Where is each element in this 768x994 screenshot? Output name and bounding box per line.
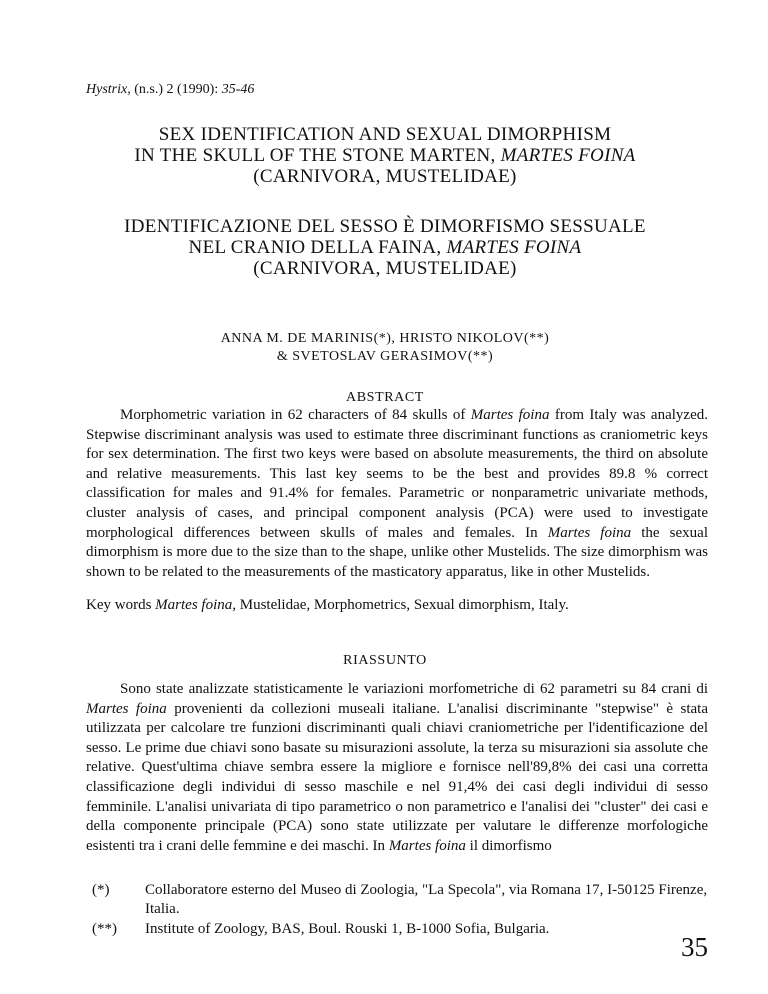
title-en-line3: (CARNIVORA, MUSTELIDAE) — [253, 166, 517, 187]
title-it-species: MARTES FOINA — [446, 237, 582, 258]
riassunto-species-2: Martes foina — [388, 837, 466, 854]
riassunto-text-2: provenienti da collezioni museali italiane. L'analisi discriminante "stepwise" è stata utilizzata per calcolare tre funzioni discriminanti quali chiavi craniometriche per l'identificazione del sesso. Le prime due chiavi sono basate su misurazioni assolute, la terza su misurazioni sia assolute che relative. Quest'ultima chiave sembra essere la migliore e fornisce nell'89,8% dei casi una corretta classificazione degli individui di sesso maschile e nel 91,4% dei casi degli individui di sesso femminile. L'analisi univariata di tipo parametrico o non parametrico e l'analisi dei "cluster" dei casi e della componente principale (PCA) sono state utilizzate per valutare le differenze morfologiche esistenti tra i crani delle femmine e dei maschi. In — [86, 700, 708, 854]
riassunto-body — [86, 680, 708, 856]
abstract-heading: ABSTRACT — [346, 390, 424, 405]
journal-pages: 35-46 — [221, 82, 255, 97]
journal-citation — [86, 82, 254, 98]
riassunto-text-3: il dimorfismo — [465, 837, 552, 854]
title-en-line2-text: IN THE SKULL OF THE STONE MARTEN, — [134, 145, 496, 166]
journal-name: Hystrix, — [86, 82, 131, 97]
footnote-2-text: Institute of Zoology, BAS, Boul. Rouski 1, B-1000 Sofia, Bulgaria. — [145, 921, 550, 937]
keywords-rest: Mustelidae, Morphometrics, Sexual dimorphism, Italy. — [236, 597, 569, 613]
title-en-species: MARTES FOINA — [500, 145, 636, 166]
riassunto-heading: RIASSUNTO — [343, 653, 427, 668]
footnote-1 — [92, 881, 708, 921]
abstract-text-2: from Italy was analyzed. Stepwise discriminant analysis was used to estimate three discriminant functions as craniometric keys for sex determination. The first two keys were based on absolute measurements, the third on absolute and relative measurements. This last key seems to be the best and provides 89.8 % correct classification for males and 91.4% for females. Parametric or nonparametric univariate methods, cluster analysis of cases, and principal component analysis (PCA) were used to investigate morphological differences between skulls of males and females. In — [86, 407, 708, 541]
abstract-text-1: Morphometric variation in 62 characters of 84 skulls of — [120, 407, 471, 423]
footnote-1-text: Collaboratore esterno del Museo di Zoologia, "La Specola", via Romana 17, I-50125 Firenze, Italia. — [145, 882, 708, 917]
title-it-line2-text: NEL CRANIO DELLA FAINA, — [188, 237, 442, 258]
authors-line2: & SVETOSLAV GERASIMOV(**) — [276, 349, 494, 364]
keywords-label: Key words — [86, 597, 152, 613]
author-list — [60, 330, 710, 366]
authors-line1: ANNA M. DE MARINIS(*), HRISTO NIKOLOV(**) — [220, 331, 550, 346]
abstract-text-3: the sexual dimorphism is more due to the size than to the shape, unlike other Mustelids. The size dimorphism was shown to be related to the measurements of the masticatory apparatus, like in other Mustelids. — [86, 524, 708, 580]
riassunto-text-1: Sono state analizzate statisticamente le variazioni morfometriche di 62 parametri su 84 crani di — [120, 681, 708, 697]
abstract-species-1: Martes foina — [470, 407, 550, 423]
abstract-body — [86, 406, 708, 582]
journal-series: (n.s.) 2 (1990): — [134, 82, 219, 97]
title-en-line2 — [60, 145, 710, 166]
title-it-line2 — [60, 237, 710, 258]
page-number: 35 — [681, 932, 708, 962]
riassunto-species-1: Martes foina — [86, 700, 167, 717]
title-english — [60, 124, 710, 187]
footnote-2 — [92, 920, 708, 940]
title-en-line1: SEX IDENTIFICATION AND SEXUAL DIMORPHISM — [158, 124, 612, 145]
footnote-1-mark: (*) — [92, 882, 110, 898]
abstract-paragraph — [86, 406, 708, 582]
keywords-species: Martes foina, — [155, 597, 236, 613]
riassunto-paragraph — [86, 680, 708, 856]
title-it-line3: (CARNIVORA, MUSTELIDAE) — [253, 258, 517, 279]
keywords-line — [86, 597, 708, 614]
title-it-line1: IDENTIFICAZIONE DEL SESSO È DIMORFISMO SESSUALE — [124, 216, 646, 237]
title-italian — [60, 216, 710, 279]
abstract-species-2: Martes foina — [547, 524, 632, 541]
footnote-2-mark: (**) — [92, 921, 117, 937]
